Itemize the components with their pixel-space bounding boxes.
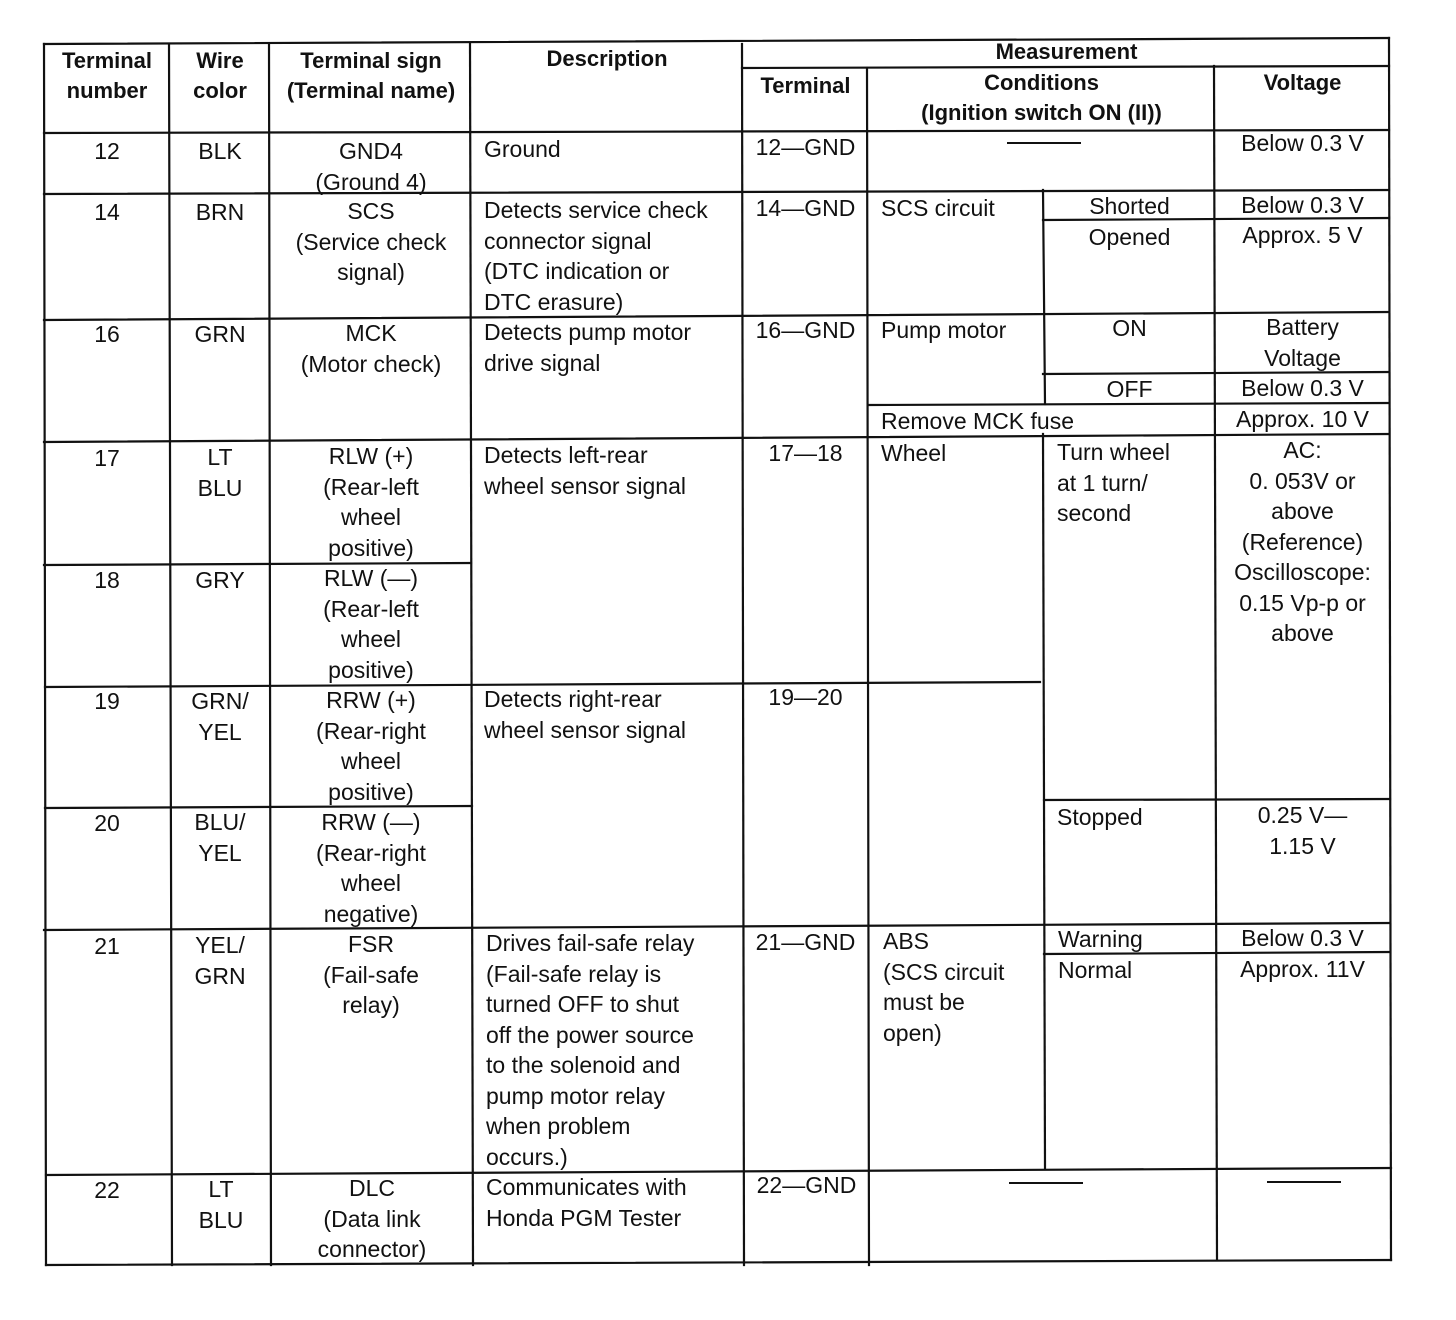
terminal-sign-17: RLW (+) (Rear-left wheel positive) [323,443,419,561]
header-conditions: Conditions (Ignition switch ON (II)) [921,70,1162,125]
terminal-number-14: 14 [94,199,120,225]
terminal-sign-18: RLW (—) (Rear-left wheel positive) [323,565,419,683]
wire-color-12: BLK [198,138,242,164]
terminal-19-20: 19—20 [768,684,843,710]
voltage-16-on: Battery Voltage [1264,314,1341,371]
terminal-sign-12: GND4 (Ground 4) [315,138,427,195]
voltage-normal: Approx. 11V [1240,956,1365,982]
terminal-number-22: 22 [94,1177,120,1203]
description-19: Detects right-rear wheel sensor signal [484,686,687,743]
header-terminal: Terminal [760,73,851,98]
empty-dash [1007,142,1081,144]
wire-color-19: GRN/ YEL [191,688,249,745]
condition-remove-mck-fuse: Remove MCK fuse [881,408,1075,434]
state-14-opened: Opened [1088,224,1171,250]
voltage-warning: Below 0.3 V [1241,925,1364,951]
voltage-16-off: Below 0.3 V [1241,375,1364,401]
voltage-12: Below 0.3 V [1241,130,1364,156]
state-turn-wheel: Turn wheel at 1 turn/ second [1057,439,1170,526]
wire-color-22: LT BLU [198,1176,244,1233]
wire-color-16: GRN [194,321,246,347]
terminal-number-21: 21 [94,933,120,959]
terminal-14: 14—GND [755,195,856,221]
terminal-number-18: 18 [94,567,120,593]
condition-14: SCS circuit [881,195,995,221]
voltage-14-opened: Approx. 5 V [1242,222,1363,248]
terminal-12: 12—GND [755,134,856,160]
wire-color-20: BLU/ YEL [194,809,246,866]
header-measurement: Measurement [995,39,1138,64]
empty-dash [1009,1182,1083,1184]
state-normal: Normal [1058,957,1133,983]
terminal-sign-19: RRW (+) (Rear-right wheel positive) [316,687,426,805]
description-17: Detects left-rear wheel sensor signal [484,442,687,499]
header-voltage: Voltage [1263,70,1342,95]
wire-color-21: YEL/ GRN [194,932,246,989]
description-14: Detects service check connector signal (DTC indication or DTC erasure) [484,197,708,315]
state-16-on: ON [1112,315,1147,341]
description-16: Detects pump motor drive signal [484,319,692,376]
header-wire-color: Wire color [193,48,247,103]
voltage-stopped: 0.25 V— 1.15 V [1257,802,1348,859]
state-14-shorted: Shorted [1089,193,1170,219]
terminal-number-20: 20 [94,810,120,836]
header-terminal-number: Terminal number [61,48,153,103]
state-stopped: Stopped [1057,804,1143,830]
terminal-number-12: 12 [94,138,120,164]
terminal-number-17: 17 [94,445,120,471]
condition-wheel: Wheel [881,440,947,466]
terminal-16: 16—GND [755,317,856,343]
terminal-21: 21—GND [755,929,856,955]
empty-dash [1267,1181,1341,1183]
terminal-17-18: 17—18 [768,440,843,466]
header-description: Description [546,46,668,71]
header-terminal-sign: Terminal sign (Terminal name) [286,48,456,103]
terminal-22: 22—GND [756,1172,857,1198]
wire-color-18: GRY [195,567,245,593]
condition-abs: ABS (SCS circuit must be open) [883,928,1005,1046]
wire-color-14: BRN [195,199,245,225]
terminal-number-19: 19 [94,688,120,714]
voltage-turn-wheel: AC: 0. 053V or above (Reference) Oscilloscope: 0.15 Vp-p or above [1234,437,1371,646]
description-21: Drives fail-safe relay (Fail-safe relay is turned OFF to shut off the power source to the solenoid and pump motor relay when problem occurs.) [486,930,695,1170]
terminal-sign-16: MCK (Motor check) [300,320,442,377]
state-16-off: OFF [1106,376,1153,402]
voltage-14-shorted: Below 0.3 V [1241,192,1364,218]
terminal-sign-20: RRW (—) (Rear-right wheel negative) [316,809,426,927]
terminal-sign-21: FSR (Fail-safe relay) [323,931,419,1018]
terminal-number-16: 16 [94,321,120,347]
terminal-sign-22: DLC (Data link connector) [317,1175,427,1262]
wire-color-17: LT BLU [197,444,243,501]
voltage-remove-mck-fuse: Approx. 10 V [1236,406,1369,432]
condition-16: Pump motor [881,317,1007,343]
description-12: Ground [484,136,561,162]
description-22: Communicates with Honda PGM Tester [486,1174,687,1231]
terminal-sign-14: SCS (Service check signal) [295,198,447,285]
state-warning: Warning [1058,926,1143,952]
